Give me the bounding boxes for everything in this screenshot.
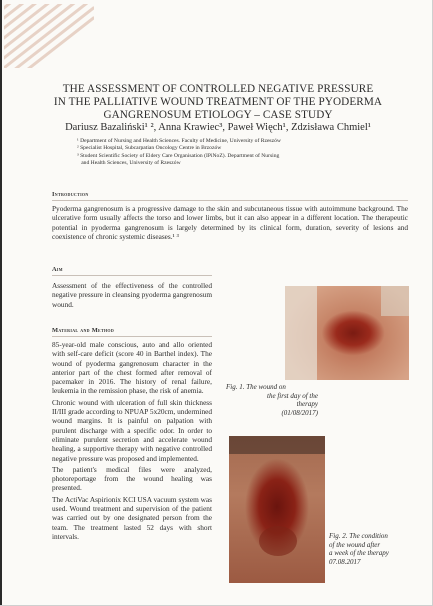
caption-line: Fig. 2. The condition — [329, 532, 388, 540]
wound-spot — [259, 526, 297, 556]
left-border — [0, 0, 2, 606]
material-paragraph: Chronic wound with ulceration of full skin thickness II/III grade according to NPUAP 5x20cm, undermined wound margins. It is painful on palpation with purulent discharge with a specific odor. In order to eliminate purulent secretion and accelerate wound healing, a supportive therapy with negative controlled negative pressure was proposed and implemented. — [52, 397, 212, 463]
section-divider — [52, 200, 408, 201]
caption-line: 07.08.2017 — [329, 557, 361, 566]
paper-title — [38, 83, 398, 121]
title-line: IN THE PALLIATIVE WOUND TREATMENT OF THE PYODERMA — [53, 95, 383, 108]
section-divider — [52, 336, 212, 337]
aim-text: Assessment of the effectiveness of the controlled negative pressure in cleansing pyoderma gangrenosum wound. — [52, 281, 212, 309]
caption-line: of the wound after — [329, 540, 381, 549]
wound-photo-day1 — [285, 286, 409, 380]
section-divider — [52, 275, 212, 276]
material-heading: Material and Method — [52, 327, 115, 334]
wound-photo-week1 — [229, 436, 325, 583]
caption-line: a week of the therapy — [329, 549, 389, 558]
material-paragraph: 85-year-old male conscious, auto and allo oriented with self-care deficit (score 40 in Barthel index). The wound of pyoderma gangrenosum character in the anterior part of the chest formed after removal of pacemaker in 2016. The history of renal failure, leukemia in the remission phase, the risk of anemia. — [52, 340, 212, 396]
decorative-stripes — [4, 4, 94, 68]
author-list: Dariusz Bazaliński¹ ², Anna Krawiec³, Paweł Więch¹, Zdzisława Chmiel¹ — [65, 122, 371, 133]
affiliation: ³ Student Scientific Society of Eldery Care Organisation (IPiNoZ). Department of Nursing — [77, 152, 280, 159]
introduction-text: Pyoderma gangrenosum is a progressive damage to the skin and subcutaneous tissue with autoimmune background. The ulcerative form usually affects the torso and lower limbs, but it can also appear in a different location. The therapeutic potential in pyoderma gangrenosum is largely determined by its clinical form, duration, severity of lesions and coexistence of chronic systemic diseases.¹ ³ — [52, 204, 408, 241]
figure2-caption — [329, 532, 415, 566]
bandage-area — [285, 286, 317, 380]
affiliation: ² Specialist Hospital, Subcarpatian Oncology Centre in Brzozów — [77, 145, 222, 152]
material-text — [52, 340, 212, 543]
material-paragraph: The ActiVac Aspirionix KCI USA vacuum system was used. Wound treatment and supervision of the patient was carried out by one designated person from the team. The treatment lasted 52 days with short intervals. — [52, 494, 212, 541]
affiliation: ¹ Department of Nursing and Health Sciences. Faculty of Medicine, University of Rzeszów — [77, 138, 281, 144]
caption-line: (01/08/2017) — [281, 408, 318, 417]
aim-heading: Aim — [52, 266, 63, 273]
material-paragraph: The patient's medical files were analyzed, photoreportage from the wound healing was presented. — [52, 464, 212, 493]
shadow-area — [229, 436, 325, 454]
caption-line: therapy — [296, 400, 318, 409]
introduction-heading: Introduction — [52, 191, 89, 198]
bandage-area — [381, 286, 409, 316]
caption-line: Fig. 1. The wound on — [226, 383, 286, 391]
figure1-caption — [226, 383, 318, 417]
affiliations — [77, 138, 377, 168]
caption-line: the first day of the — [267, 391, 318, 400]
title-line: THE ASSESSMENT OF CONTROLLED NEGATIVE PRESSURE — [62, 83, 374, 95]
affiliation: and Health Sciences, University of Rzeszów — [77, 160, 181, 167]
title-line: GANGRENOSUM ETIOLOGY – CASE STUDY — [103, 108, 333, 121]
